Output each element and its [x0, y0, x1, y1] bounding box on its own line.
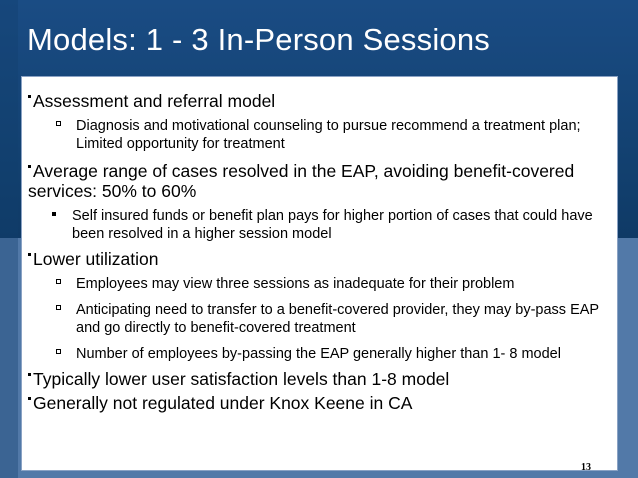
sub-bullet-text: Anticipating need to transfer to a benefit-covered provider, they may by-pass EAP and go directly to benefit-covered treatment	[76, 302, 599, 336]
slide-title: Models: 1 - 3 In-Person Sessions	[27, 22, 490, 57]
hollow-square-bullet-icon	[56, 121, 61, 126]
sub-bullet-text: Diagnosis and motivational counseling to pursue recommend a treatment plan; Limited opportunity for treatment	[76, 118, 581, 152]
square-bullet-icon	[28, 165, 31, 168]
square-bullet-icon	[28, 95, 31, 98]
hollow-square-bullet-icon	[56, 349, 61, 354]
content-box	[21, 76, 618, 471]
hollow-square-bullet-icon	[56, 305, 61, 310]
hollow-square-bullet-icon	[56, 279, 61, 284]
bullet-item	[28, 161, 608, 201]
square-bullet-icon	[28, 397, 31, 400]
square-bullet-icon	[28, 253, 31, 256]
bullet-item	[28, 249, 608, 269]
sub-bullet-text: Number of employees by-passing the EAP generally higher than 1- 8 model	[76, 346, 561, 362]
solid-square-bullet-icon	[52, 212, 56, 216]
page-number: 13	[581, 462, 591, 473]
bullet-item	[28, 91, 608, 111]
bullet-text: Assessment and referral model	[33, 91, 276, 111]
sub-bullet-text: Employees may view three sessions as inadequate for their problem	[76, 276, 515, 292]
bullet-text: Average range of cases resolved in the EAP, avoiding benefit-covered services: 50% to 60%	[28, 161, 575, 201]
bullet-item	[28, 393, 608, 413]
bullet-text: Typically lower user satisfaction levels than 1-8 model	[33, 369, 450, 389]
square-bullet-icon	[28, 373, 31, 376]
bullet-item	[28, 369, 608, 389]
bullet-text: Generally not regulated under Knox Keene in CA	[33, 393, 413, 413]
left-edge-shade	[0, 0, 18, 478]
sub-bullet-text: Self insured funds or benefit plan pays for higher portion of cases that could have been resolved in a higher session model	[72, 208, 593, 242]
bullet-text: Lower utilization	[33, 249, 159, 269]
